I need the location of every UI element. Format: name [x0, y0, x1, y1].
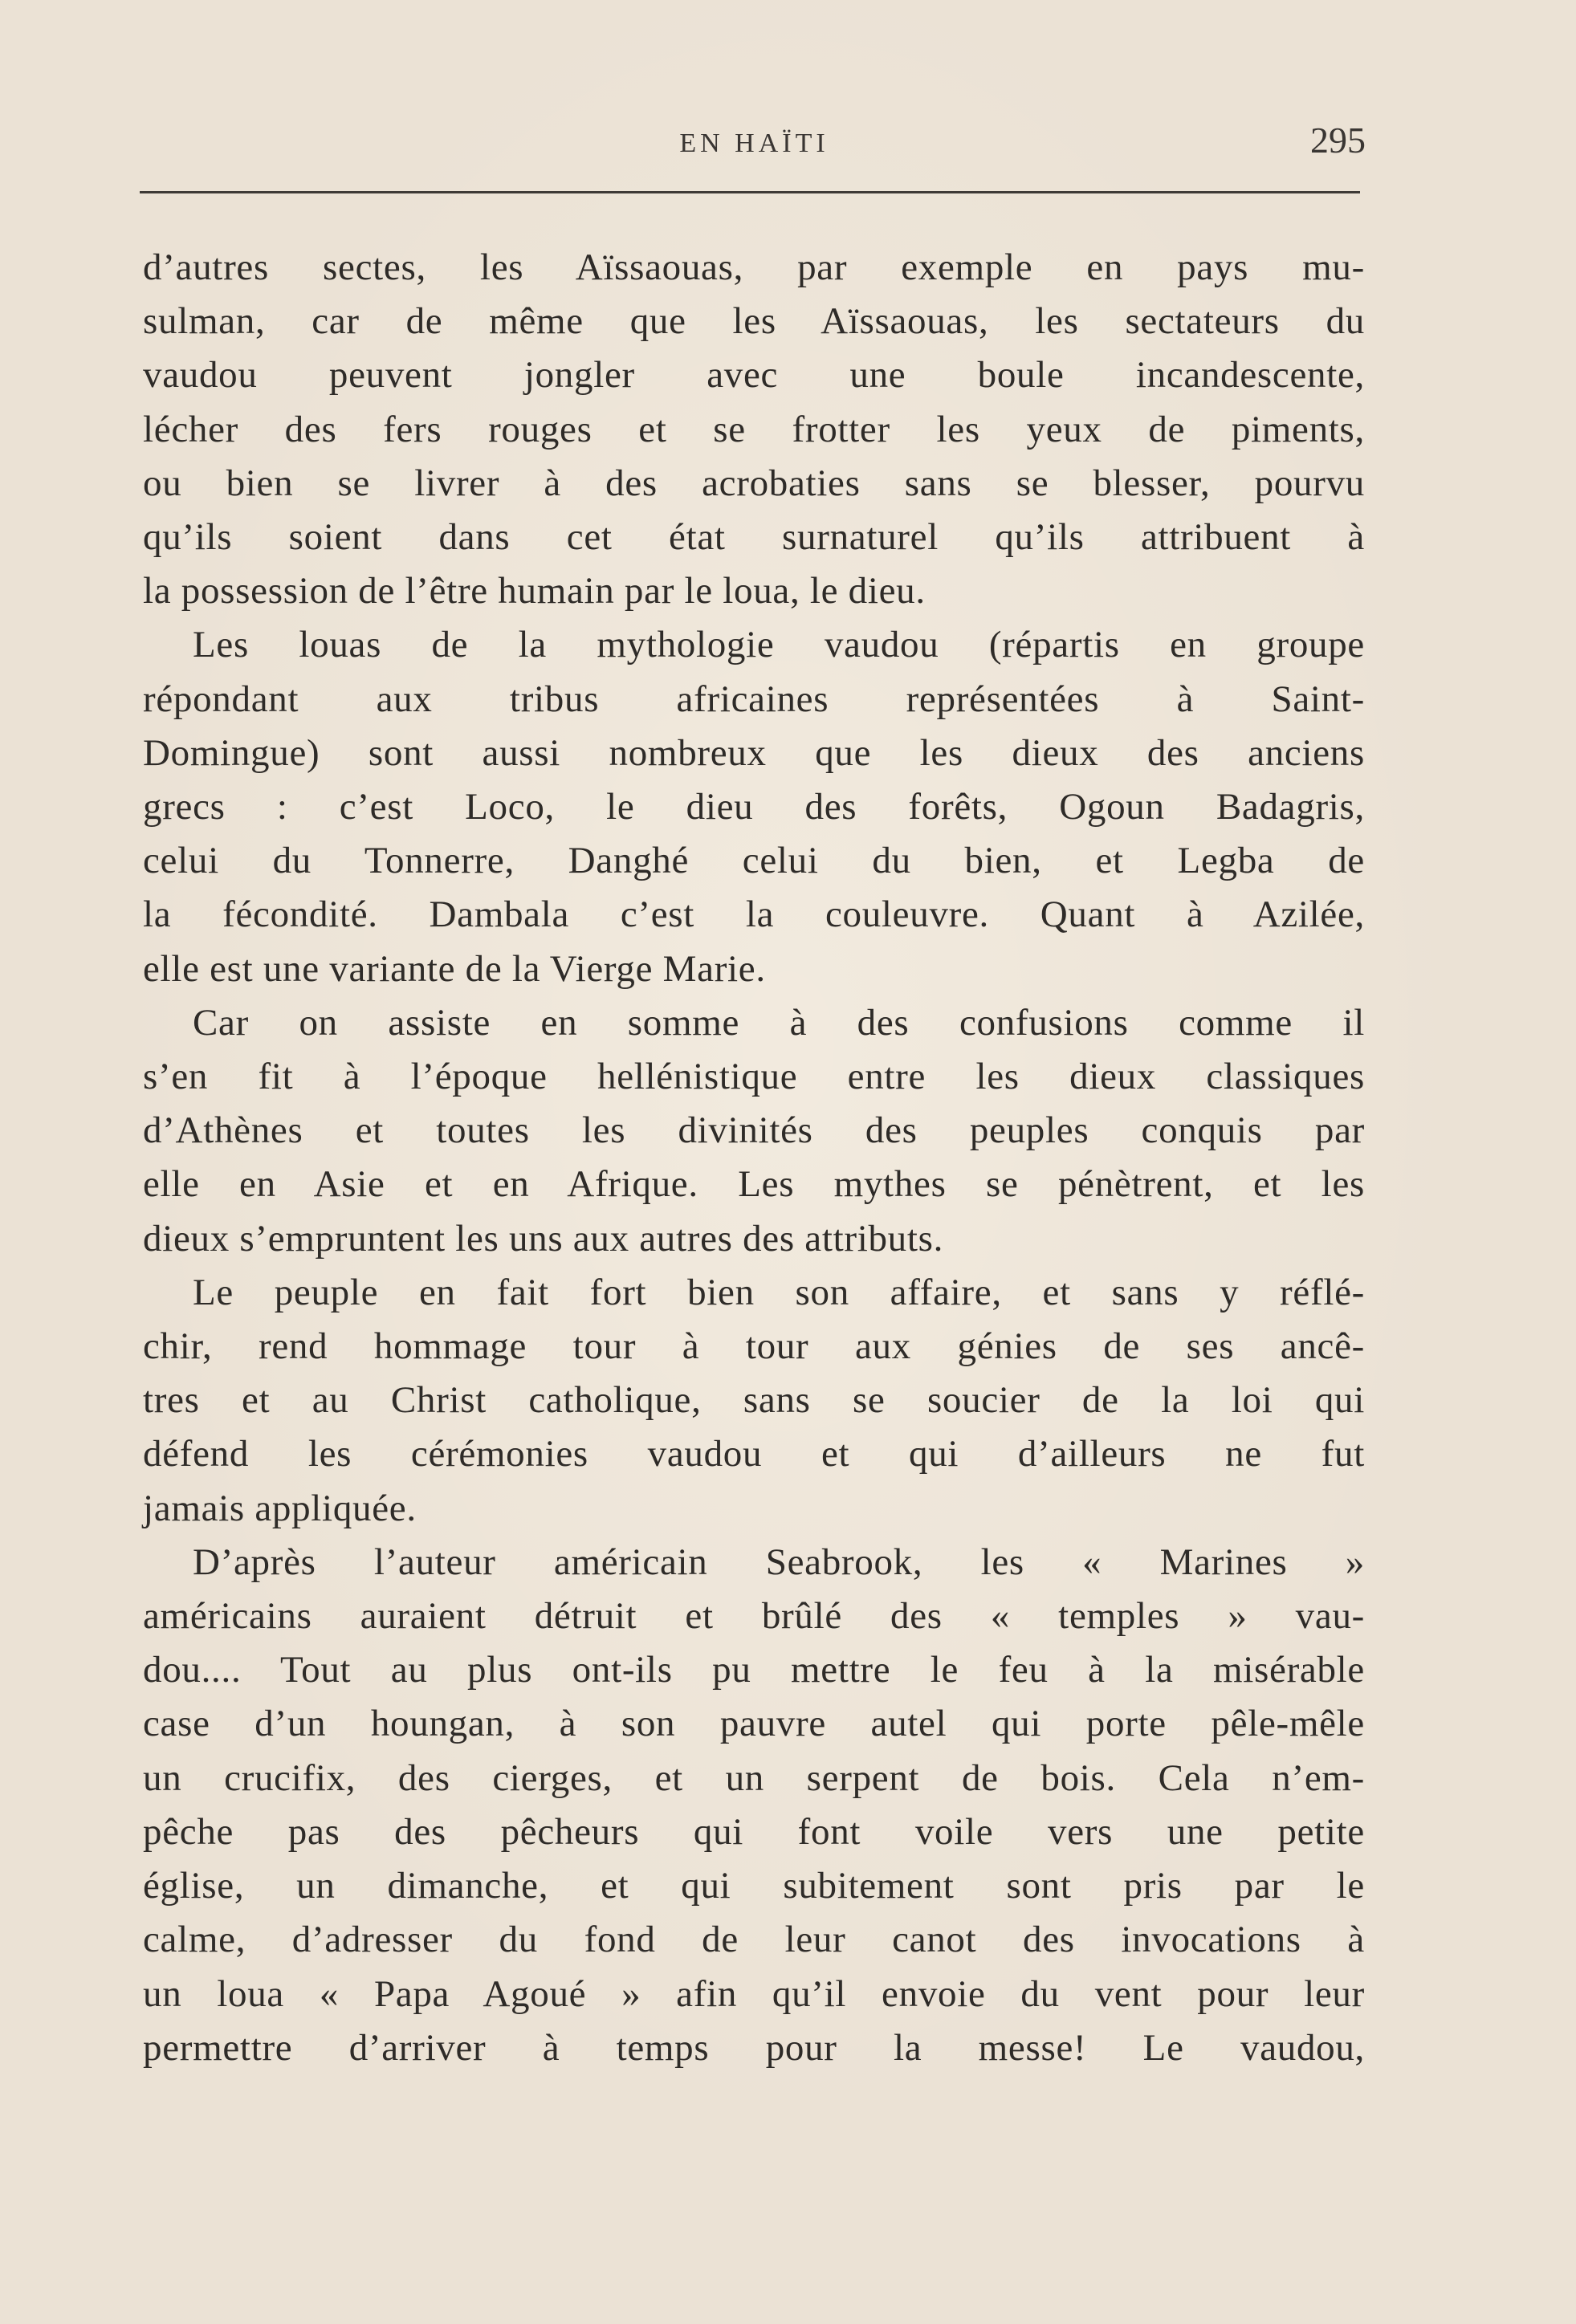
running-head: EN HAÏTI	[679, 128, 829, 158]
text-line: calme, d’adresser du fond de leur canot des invocations à	[143, 1919, 1365, 1961]
text-line: la possession de l’être humain par le loua, le dieu.	[143, 570, 926, 613]
text-line: Car on assiste en somme à des confusions comme il	[193, 1001, 1365, 1044]
text-line: pêche pas des pêcheurs qui font voile vers une petite	[143, 1810, 1365, 1853]
page-number: 295	[1310, 120, 1366, 161]
text-line: sulman, car de même que les Aïssaouas, les sectateurs du	[143, 300, 1365, 343]
text-line: Les louas de la mythologie vaudou (répartis en groupe	[193, 624, 1365, 666]
text-line: dieux s’empruntent les uns aux autres des attributs.	[143, 1217, 944, 1260]
body-text	[143, 241, 1365, 2075]
text-line: grecs : c’est Loco, le dieu des forêts, Ogoun Badagris,	[143, 786, 1365, 828]
text-line: répondant aux tribus africaines représentées à Saint-	[143, 678, 1365, 720]
text-line: celui du Tonnerre, Danghé celui du bien, et Legba de	[143, 840, 1365, 882]
text-line: elle en Asie et en Afrique. Les mythes se pénètrent, et les	[143, 1163, 1365, 1206]
text-line: D’après l’auteur américain Seabrook, les « Marines »	[193, 1541, 1365, 1583]
text-line: ou bien se livrer à des acrobaties sans se blesser, pourvu	[143, 462, 1365, 504]
text-line: elle est une variante de la Vierge Marie.	[143, 947, 766, 990]
text-line: vaudou peuvent jongler avec une boule incandescente,	[143, 354, 1365, 397]
text-line: américains auraient détruit et brûlé des « temples » vau-	[143, 1595, 1365, 1638]
text-line: lécher des fers rouges et se frotter les yeux de piments,	[143, 408, 1365, 450]
text-line: d’autres sectes, les Aïssaouas, par exemple en pays mu-	[143, 246, 1365, 288]
text-line: d’Athènes et toutes les divinités des peuples conquis par	[143, 1109, 1365, 1152]
text-line: chir, rend hommage tour à tour aux génies de ses ancê-	[143, 1325, 1365, 1368]
text-line: jamais appliquée.	[143, 1487, 417, 1529]
text-line: Le peuple en fait fort bien son affaire, et sans y réflé-	[193, 1271, 1365, 1313]
text-line: église, un dimanche, et qui subitement sont pris par le	[143, 1865, 1365, 1907]
text-line: permettre d’arriver à temps pour la messe! Le vaudou,	[143, 2026, 1365, 2069]
text-line: Domingue) sont aussi nombreux que les dieux des anciens	[143, 731, 1365, 774]
text-line: tres et au Christ catholique, sans se soucier de la loi qui	[143, 1379, 1365, 1422]
text-line: la fécondité. Dambala c’est la couleuvre. Quant à Azilée,	[143, 893, 1365, 936]
text-line: un crucifix, des cierges, et un serpent de bois. Cela n’em-	[143, 1756, 1365, 1799]
text-line: case d’un houngan, à son pauvre autel qui porte pêle-mêle	[143, 1703, 1365, 1745]
text-line: s’en fit à l’époque hellénistique entre les dieux classiques	[143, 1056, 1365, 1098]
text-line: qu’ils soient dans cet état surnaturel qu’ils attribuent à	[143, 516, 1365, 559]
text-line: un loua « Papa Agoué » afin qu’il envoie du vent pour leur	[143, 1972, 1365, 2015]
page-header	[143, 119, 1366, 175]
text-line: défend les cérémonies vaudou et qui d’ailleurs ne fut	[143, 1433, 1365, 1475]
text-line: dou.... Tout au plus ont-ils pu mettre le feu à la misérable	[143, 1649, 1365, 1691]
header-rule	[140, 191, 1360, 193]
